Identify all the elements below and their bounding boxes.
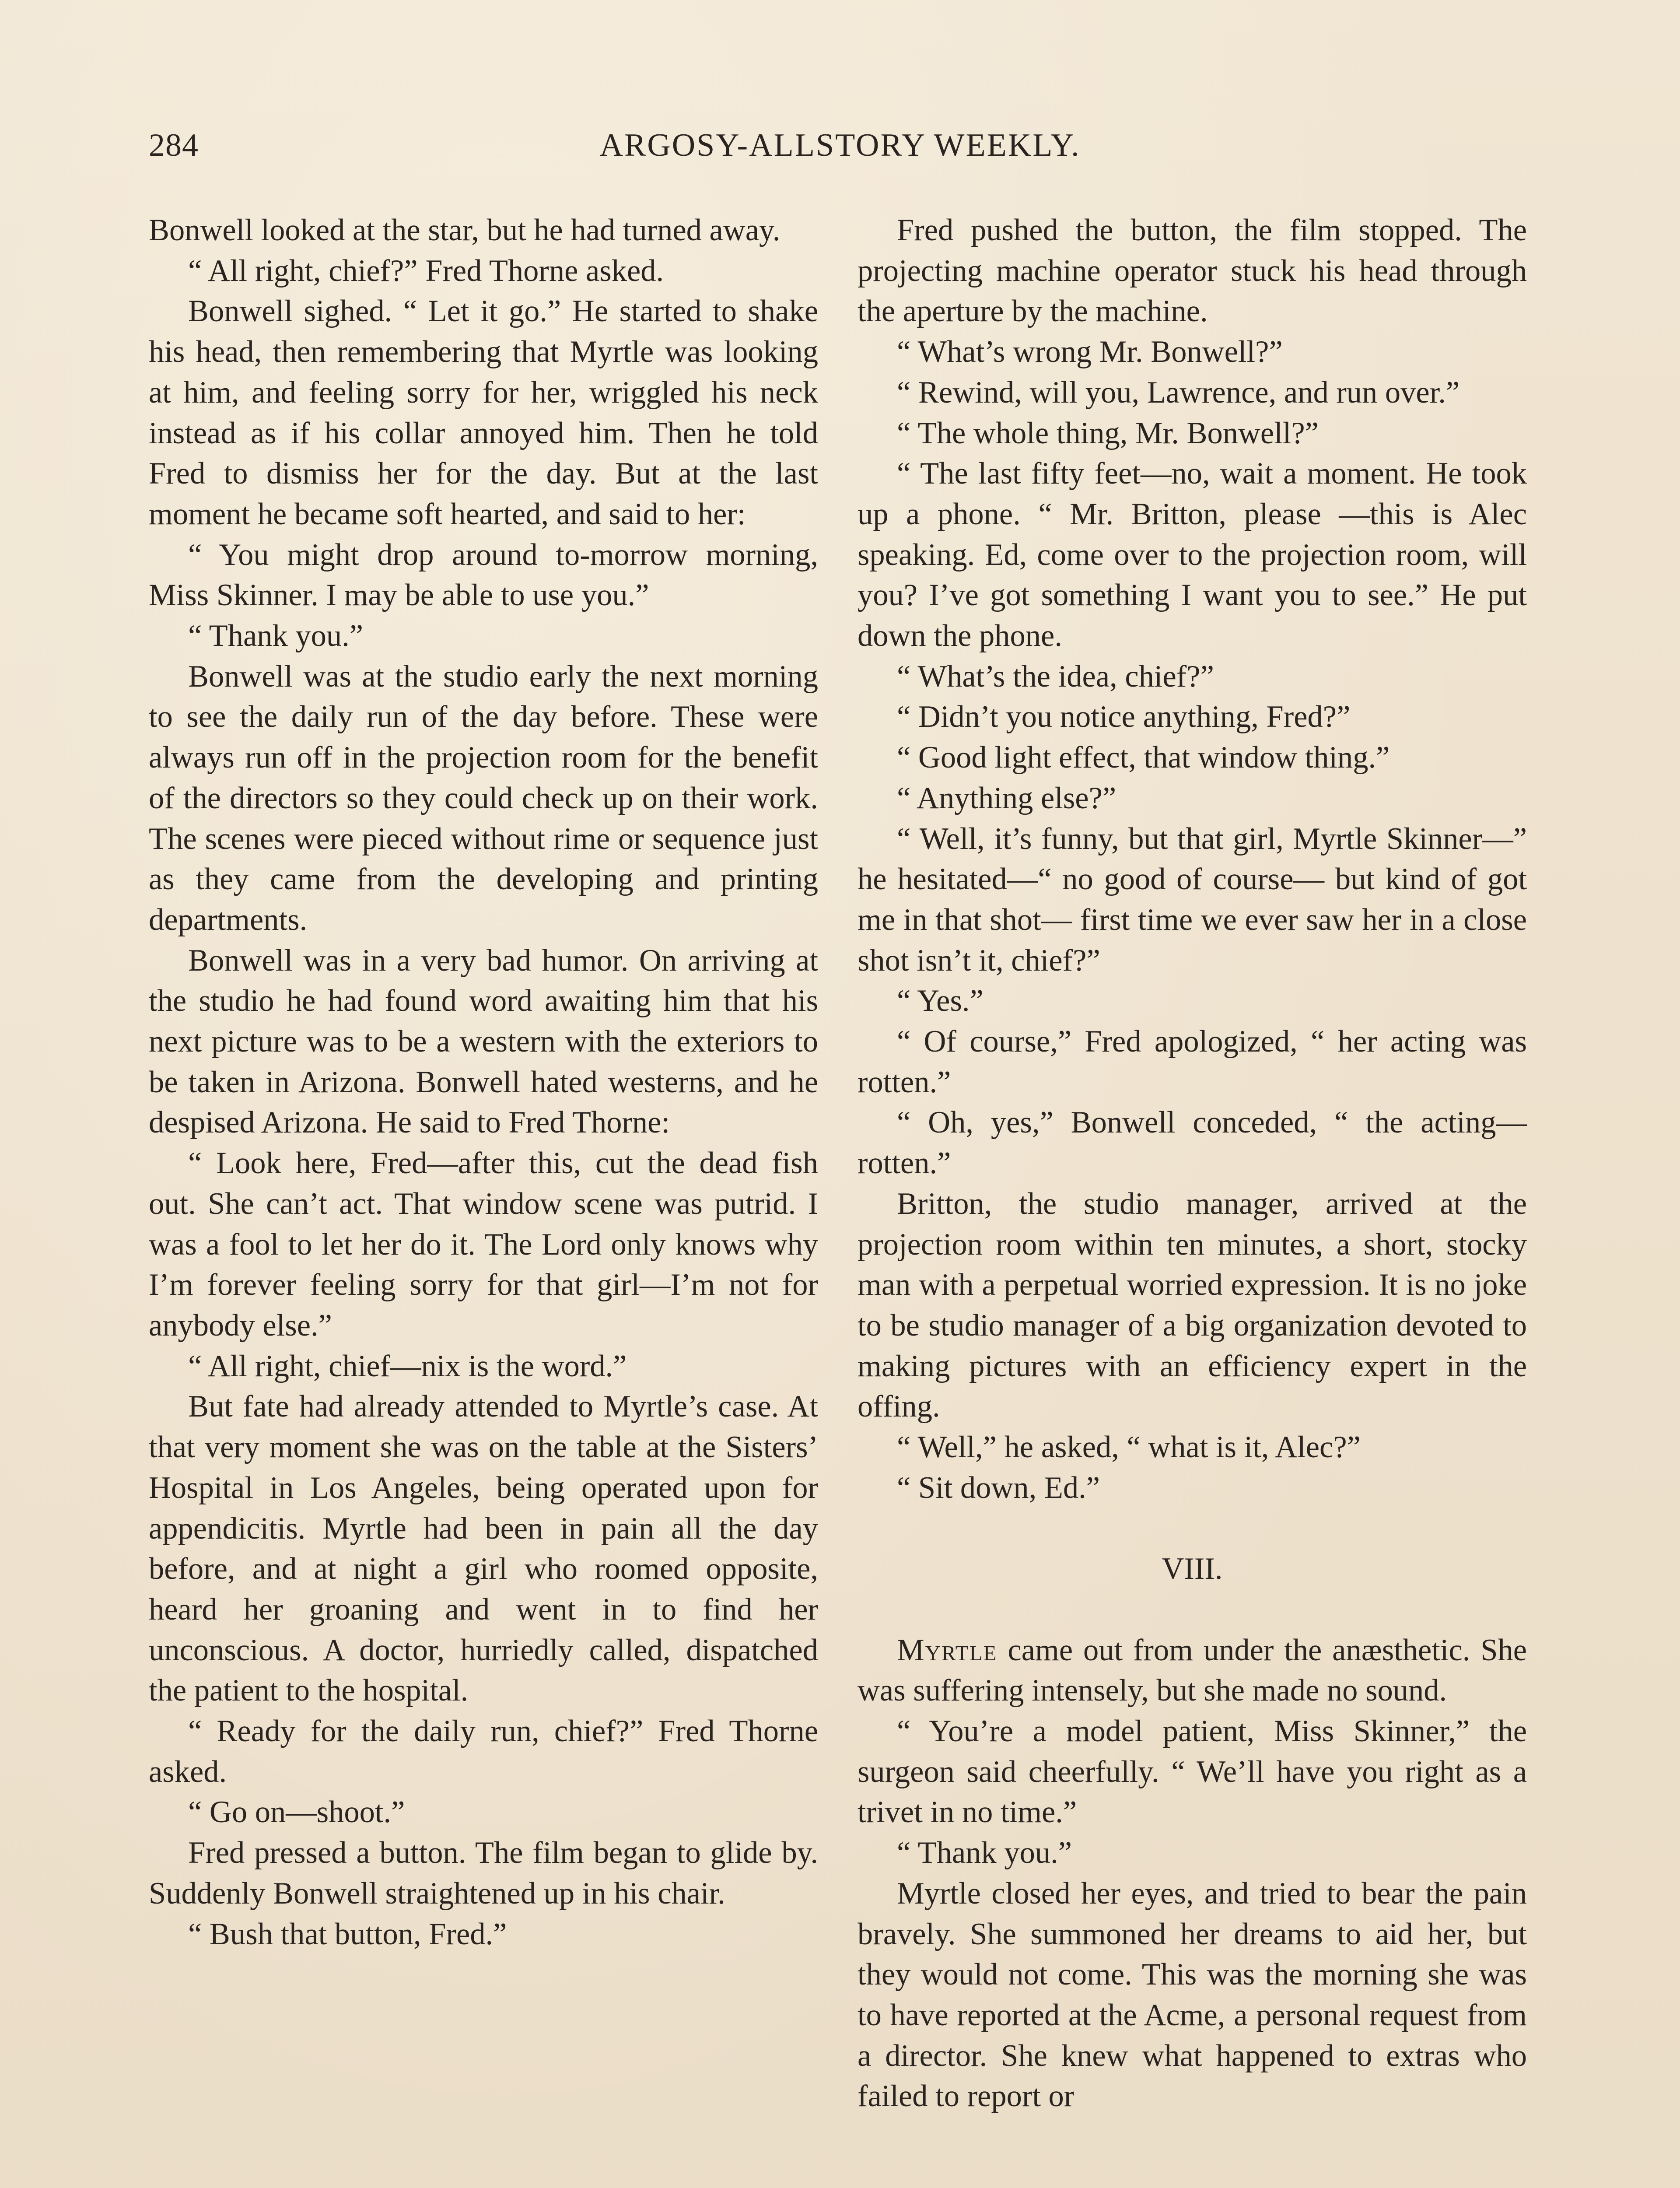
- section-heading: VIII.: [1162, 1552, 1223, 1586]
- paragraph: “ Anything else?”: [897, 781, 1116, 815]
- paragraph: “ Thank you.”: [897, 1836, 1072, 1870]
- running-head: ARGOSY-ALLSTORY WEEKLY.: [599, 127, 1081, 163]
- left-column: [149, 210, 818, 1954]
- paragraph: “ Rewind, will you, Lawrence, and run over.”: [897, 375, 1460, 410]
- paragraph: “ Thank you.”: [188, 619, 364, 653]
- section-opening-text: came out from under the anæsthetic. She was suffering intensely, but she made no sound.: [858, 1633, 1527, 1708]
- paragraph: “ The last fifty feet—no, wait a moment. He took up a phone. “ Mr. Britton, please —this is Alec speaking. Ed, come over to the projection room, will you? I’ve got something I want you to see.” He put down the phone.: [858, 456, 1527, 653]
- paragraph: “ All right, chief?” Fred Thorne asked.: [188, 253, 664, 288]
- paragraph: “ Well, it’s funny, but that girl, Myrtle Skinner—” he hesitated—“ no good of course— but kind of got me in that shot— first time we ever saw her in a close shot isn’t it, chief?”: [858, 821, 1527, 978]
- paragraph: “ Well,” he asked, “ what is it, Alec?”: [897, 1430, 1361, 1465]
- paragraph: Myrtle closed her eyes, and tried to bear the pain bravely. She summoned her dreams to aid her, but they would not come. This was the morning she was to have reported at the Acme, a personal request from a director. She knew what happened to extras who failed to report or: [858, 1876, 1527, 2114]
- paragraph: “ Sit down, Ed.”: [897, 1470, 1100, 1505]
- section-opening-paragraph: [858, 1630, 1527, 1711]
- right-column: [858, 210, 1527, 2117]
- paragraph: Britton, the studio manager, arrived at the projection room within ten minutes, a short, stocky man with a perpetual worried expression. It is no joke to be studio manager of a big organization devoted to making pictures with an efficiency expert in the offing.: [858, 1186, 1527, 1424]
- paragraph: Bonwell sighed. “ Let it go.” He started to shake his head, then remembering that Myrtle was looking at him, and feeling sorry for her, wriggled his neck instead as if his collar annoyed him. Then he told Fred to dismiss her for the day. But at the last moment he became soft hearted, and said to her:: [149, 294, 818, 531]
- paragraph: “ Look here, Fred—after this, cut the dead fish out. She can’t act. That window scene was putrid. I was a fool to let her do it. The Lord only knows why I’m forever feeling sorry for that girl—I’m not for anybody else.”: [149, 1146, 818, 1343]
- paragraph: “ The whole thing, Mr. Bonwell?”: [897, 416, 1319, 450]
- paragraph: “ What’s the idea, chief?”: [897, 659, 1214, 694]
- paragraph: Bonwell was in a very bad humor. On arriving at the studio he had found word awaiting him that his next picture was to be a western with the exteriors to be taken in Arizona. Bonwell hated westerns, and he despised Arizona. He said to Fred Thorne:: [149, 943, 818, 1140]
- paragraph: “ Ready for the daily run, chief?” Fred Thorne asked.: [149, 1714, 818, 1789]
- paragraph: “ You might drop around to-morrow morning, Miss Skinner. I may be able to use you.”: [149, 537, 818, 613]
- paragraph: “ Yes.”: [897, 984, 984, 1018]
- page-header: [149, 127, 1531, 175]
- paragraph: “ Bush that button, Fred.”: [188, 1917, 507, 1951]
- paragraph: “ Go on—shoot.”: [188, 1795, 405, 1830]
- section-lead-word: Myrtle: [897, 1633, 998, 1667]
- paragraph: “ Didn’t you notice anything, Fred?”: [897, 700, 1351, 734]
- paragraph: “ Oh, yes,” Bonwell conceded, “ the acting—rotten.”: [858, 1105, 1527, 1181]
- paragraph: “ You’re a model patient, Miss Skinner,” the surgeon said cheerfully. “ We’ll have you right as a trivet in no time.”: [858, 1714, 1527, 1830]
- paragraph: But fate had already attended to Myrtle’s case. At that very moment she was on the table at the Sisters’ Hospital in Los Angeles, being operated upon for appendicitis. Myrtle had been in pain all the day before, and at night a girl who roomed opposite, heard her groaning and went in to find her unconscious. A doctor, hurriedly called, dispatched the patient to the hospital.: [149, 1389, 818, 1708]
- paragraph: “ Good light effect, that window thing.”: [897, 740, 1390, 775]
- paragraph: Bonwell looked at the star, but he had turned away.: [149, 213, 780, 247]
- paragraph: “ All right, chief—nix is the word.”: [188, 1349, 627, 1383]
- page-number: 284: [149, 127, 199, 163]
- paragraph: Fred pushed the button, the film stopped. The projecting machine operator stuck his head through the aperture by the machine.: [858, 213, 1527, 329]
- paragraph: Fred pressed a button. The film began to glide by. Suddenly Bonwell straightened up in his chair.: [149, 1836, 818, 1911]
- paragraph: Bonwell was at the studio early the next morning to see the daily run of the day before. These were always run off in the projection room for the benefit of the directors so they could check up on their work. The scenes were pieced without rime or sequence just as they came from the developing and printing departments.: [149, 659, 818, 937]
- paragraph: “ What’s wrong Mr. Bonwell?”: [897, 335, 1283, 369]
- paragraph: “ Of course,” Fred apologized, “ her acting was rotten.”: [858, 1024, 1527, 1099]
